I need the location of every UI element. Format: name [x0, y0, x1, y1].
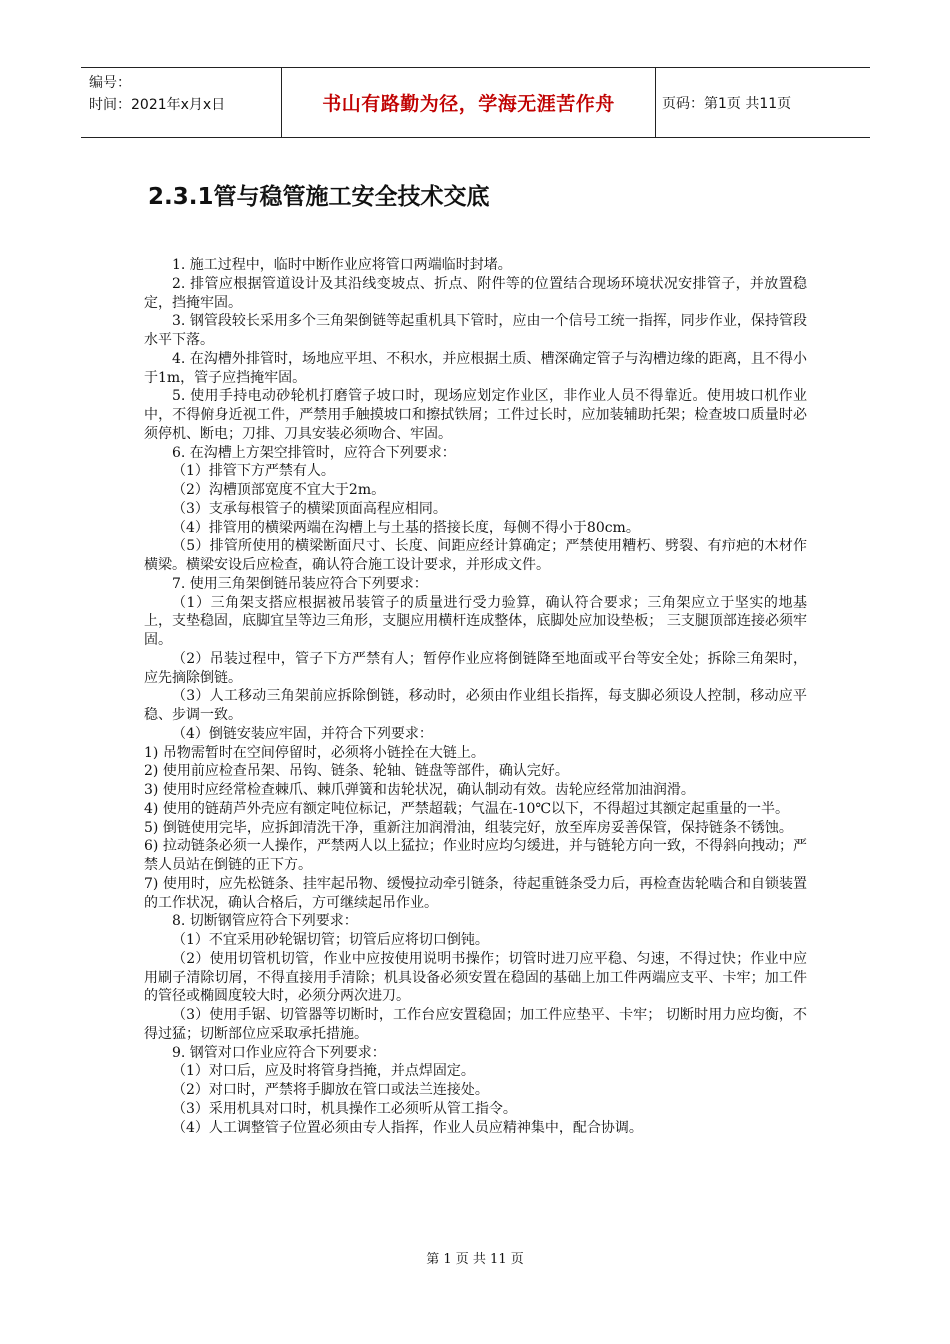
body-paragraph: （4）排管用的横梁两端在沟槽上与土基的搭接长度，每侧不得小于80cm。: [172, 519, 640, 536]
body-paragraph: （1）对口后，应及时将管身挡掩，并点焊固定。: [172, 1063, 475, 1080]
body-paragraph: 3) 使用时应经常检查棘爪、棘爪弹簧和齿轮状况，确认制动有效。齿轮应经常加油润滑。: [144, 782, 695, 798]
body-paragraph: （3）支承每根管子的横梁顶面高程应相同。: [172, 500, 447, 517]
body-paragraph: 9. 钢管对口作业应符合下列要求：: [172, 1044, 386, 1061]
body-paragraph: 6) 拉动链条必须一人操作，严禁两人以上猛拉；作业时应均匀缓进，并与链轮方向一致，不得斜向拽动；严禁人员站在倒链的正下方。: [144, 838, 807, 873]
header-motto: 书山有路勤为径，学海无涯苦作舟: [282, 68, 656, 137]
page-header: [81, 67, 870, 138]
body-paragraph: 1. 施工过程中，临时中断作业应将管口两端临时封堵。: [172, 257, 512, 273]
body-paragraph: 8. 切断钢管应符合下列要求：: [172, 913, 358, 930]
body-paragraph: （3）使用手锯、切管器等切断时，工作台应安置稳固；加工件应垫平、卡牢； 切断时用力应均衡，不得过猛；切断部位应采取承托措施。: [144, 1007, 807, 1042]
body-paragraph: （2）沟槽顶部宽度不宜大于2m。: [172, 482, 386, 498]
body-paragraph: （4）人工调整管子位置必须由专人指挥，作业人员应精神集中，配合协调。: [172, 1119, 643, 1136]
header-page-info: 页码：第1页 共11页: [662, 95, 792, 112]
document-title: 2.3.1管与稳管施工安全技术交底: [148, 184, 490, 210]
body-paragraph: （2）对口时，严禁将手脚放在管口或法兰连接处。: [172, 1082, 489, 1098]
body-paragraph: 4) 使用的链葫芦外壳应有额定吨位标记，严禁超载；气温在-10℃以下，不得超过其额定起重量的一半。: [144, 800, 790, 817]
document-body: [144, 256, 807, 1137]
body-paragraph: 5) 倒链使用完毕，应拆卸清洗干净，重新注加润滑油，组装完好，放至库房妥善保管，保持链条不锈蚀。: [144, 819, 793, 836]
body-paragraph: 6. 在沟槽上方架空排管时，应符合下列要求：: [172, 444, 456, 461]
header-meta-cell: [81, 68, 282, 137]
body-paragraph: 2. 排管应根据管道设计及其沿线变坡点、折点、附件等的位置结合现场环境状况安排管子，并放置稳定，挡掩牢固。: [144, 275, 807, 311]
body-paragraph: （3）采用机具对口时，机具操作工必须听从管工指令。: [172, 1100, 517, 1117]
body-paragraph: 2) 使用前应检查吊架、吊钩、链条、轮轴、链盘等部件，确认完好。: [144, 763, 569, 780]
document-number-label: 编号：: [89, 75, 131, 91]
body-paragraph: （2）使用切管机切管，作业中应按使用说明书操作；切管时进刀应平稳、匀速，不得过快；作业中应用刷子清除切屑，不得直接用手清除；机具设备必须安置在稳固的基础上加工件两端应支平、卡牢；加工件的管径或椭圆度较大时，必须分两次进刀。: [144, 950, 807, 1005]
body-paragraph: 3. 钢管段较长采用多个三角架倒链等起重机具下管时，应由一个信号工统一指挥，同步作业，保持管段水平下落。: [144, 313, 807, 348]
body-paragraph: 7) 使用时，应先松链条、挂牢起吊物、缓慢拉动牵引链条，待起重链条受力后，再检查齿轮啮合和自锁装置的工作状况，确认合格后，方可继续起吊作业。: [144, 875, 807, 911]
body-paragraph: （5）排管所使用的横梁断面尺寸、长度、间距应经计算确定；严禁使用糟朽、劈裂、有疖疤的木材作横梁。横梁安设后应检查，确认符合施工设计要求，并形成文件。: [144, 538, 807, 573]
body-paragraph: （1）三角架支搭应根据被吊装管子的质量进行受力验算，确认符合要求；三角架应立于坚实的地基上，支垫稳固，底脚宜呈等边三角形，支腿应用横杆连成整体，底脚处应加设垫板； 三支腿顶部连接必须牢固。: [144, 594, 807, 648]
body-paragraph: （3）人工移动三角架前应拆除倒链，移动时，必须由作业组长指挥，每支脚必须设人控制，移动应平稳、步调一致。: [144, 688, 807, 723]
body-paragraph: 7. 使用三角架倒链吊装应符合下列要求：: [172, 575, 428, 592]
body-paragraph: 4. 在沟槽外排管时，场地应平坦、不积水，并应根据土质、槽深确定管子与沟槽边缘的距离，且不得小于1m，管子应挡掩牢固。: [144, 350, 807, 386]
body-paragraph: （4）倒链安装应牢固，并符合下列要求：: [172, 725, 433, 742]
body-paragraph: （2）吊装过程中，管子下方严禁有人；暂停作业应将倒链降至地面或平台等安全处；拆除三角架时，应先摘除倒链。: [144, 650, 807, 686]
body-paragraph: （1）排管下方严禁有人。: [172, 463, 335, 480]
body-paragraph: 5. 使用手持电动砂轮机打磨管子坡口时，现场应划定作业区，非作业人员不得靠近。使用坡口机作业中，不得俯身近视工件，严禁用手触摸坡口和擦拭铁屑；工件过长时，应加装辅助托架；检查坡口质量时必须停机、断电；刀排、刀具安装必须吻合、牢固。: [144, 388, 807, 442]
body-paragraph: （1）不宜采用砂轮锯切管；切管后应将切口倒钝。: [172, 932, 489, 948]
document-time-label: 时间：2021年x月x日: [89, 97, 226, 113]
body-paragraph: 1) 吊物需暂时在空间停留时，必须将小链拴在大链上。: [144, 744, 485, 761]
page-footer: 第 1 页 共 11 页: [426, 1252, 524, 1267]
